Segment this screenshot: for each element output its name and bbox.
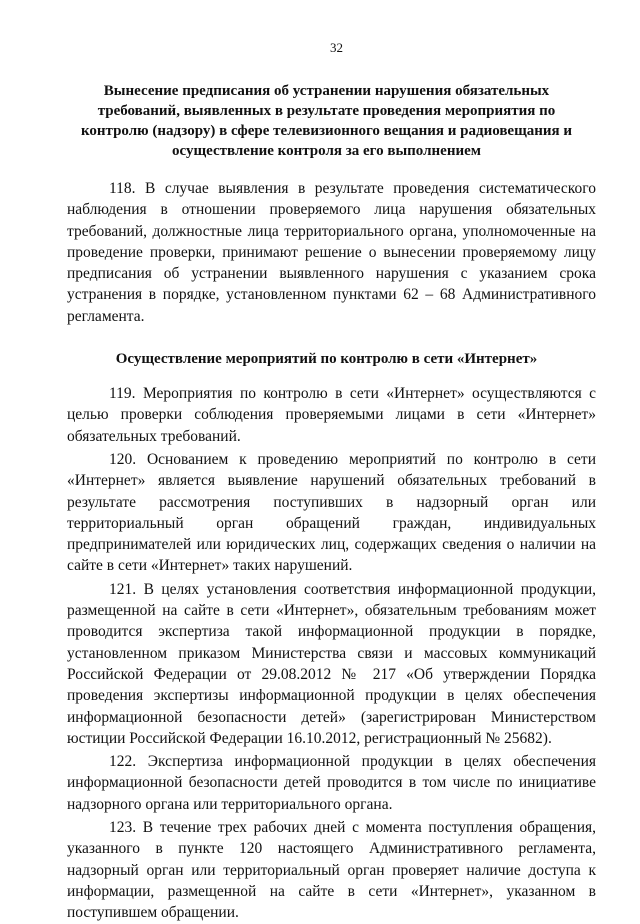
section-title-prescription: Вынесение предписания об устранении нарушения обязательных требований, выявленных в результате проведения мероприятия по контролю (надзору) в сфере телевизионного вещания и радиовещания и осуществление контроля за его выполнением [80,83,573,159]
paragraph-122: 122. Экспертиза информационной продукции в целях обеспечения информационной безопасности детей проводится в том числе по инициативе надзорного органа или территориального органа. [67,753,596,813]
section-title-internet-control: Осуществление мероприятий по контролю в сети «Интернет» [115,351,538,368]
page-number: 32 [330,40,343,55]
paragraph-120: 120. Основанием к проведению мероприятий по контролю в сети «Интернет» является выявление нарушений обязательных требований в результате рассмотрения поступивших в надзорный орган или территориальный орган обращений граждан, индивидуальных предпринимателей или юридических лиц, содержащих сведения о наличии на сайте в сети «Интернет» таких нарушений. [67,450,596,575]
paragraph-118: 118. В случае выявления в результате проведения систематического наблюдения в отношении проверяемого лица нарушения обязательных требований, должностные лица территориального органа, уполномоченные на проведение проверки, принимают решение о вынесении проверяемому лицу предписания об устранении выявленного нарушения с указанием срока устранения в порядке, установленном пунктами 62 – 68 Административного регламента. [67,180,596,325]
paragraph-121: 121. В целях установления соответствия информационной продукции, размещенной на сайте в сети «Интернет», обязательным требованиям может проводится экспертиза такой информационной продукции в порядке, установленном приказом Министерства связи и массовых коммуникаций Российской Федерации от 29.08.2012 № 217 «Об утверждении Порядка проведения экспертизы информационной продукции в целях обеспечения информационной безопасности детей» (зарегистрирован Министерством юстиции Российской Федерации 16.10.2012, регистрационный № 25682). [67,580,596,747]
paragraph-119: 119. Мероприятия по контролю в сети «Интернет» осуществляются с целью проверки соблюдения проверяемыми лицами в сети «Интернет» обязательных требований. [67,385,596,445]
paragraph-123: 123. В течение трех рабочих дней с момента поступления обращения, указанного в пункте 120 настоящего Административного регламента, надзорный орган или территориальный орган проверяет наличие доступа к информации, размещенной на сайте в сети «Интернет», указанном в поступившем обращении. [67,819,596,922]
